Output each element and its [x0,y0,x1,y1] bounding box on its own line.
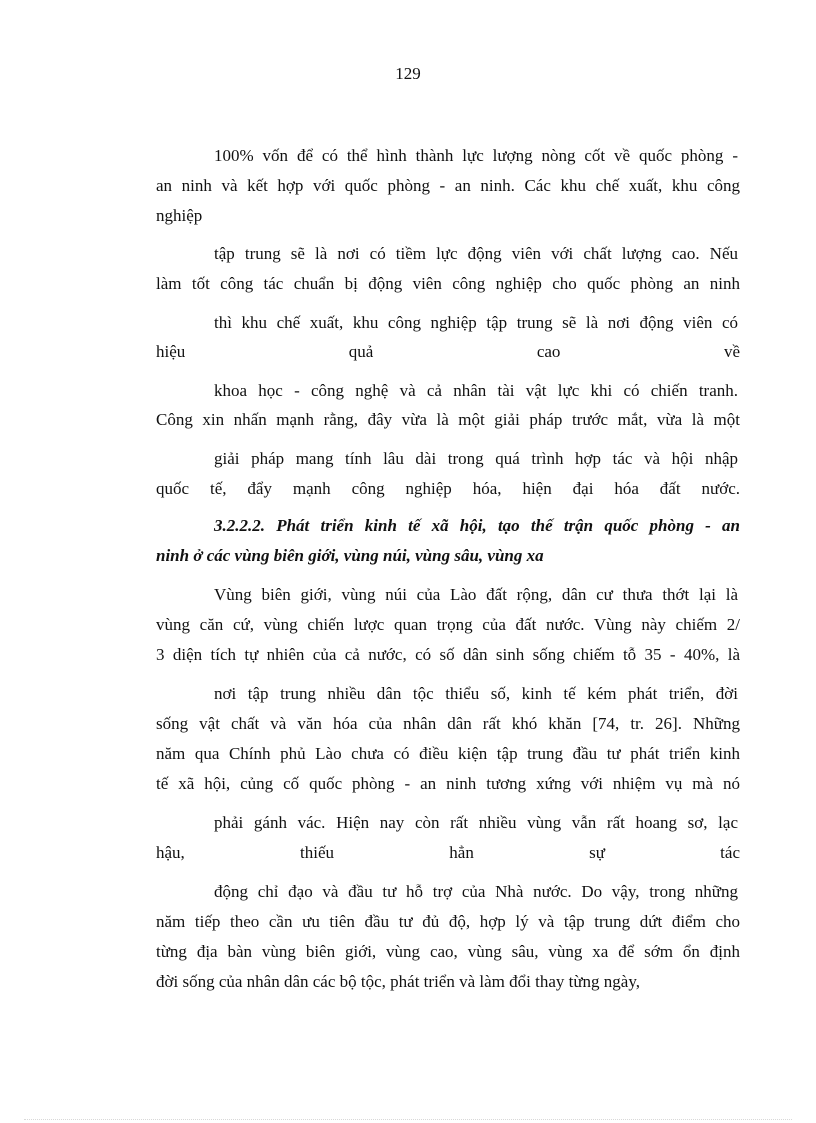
text-line: năm tiếp theo cần ưu tiên đầu tư đủ độ, hợp lý và tập trung dứt điểm cho [156,912,740,931]
section-heading: ninh ở các vùng biên giới, vùng núi, vùng sâu, vùng xa [156,546,544,565]
text-line: hiệu quả cao về [156,342,740,361]
text-line: đời sống của nhân dân các bộ tộc, phát triển và làm đổi thay từng ngày, [156,972,640,991]
text-line: năm qua Chính phủ Lào chưa có điều kiện tập trung đầu tư phát triển kinh [156,744,740,763]
text-line: Công xin nhấn mạnh rằng, đây vừa là một giải pháp trước mắt, vừa là một [156,410,740,429]
text-line: hậu, thiếu hẳn sự tác [156,843,740,862]
text-line: phải gánh vác. Hiện nay còn rất nhiều vùng vẫn rất hoang sơ, lạc [214,813,738,832]
text-line: tập trung sẽ là nơi có tiềm lực động viên với chất lượng cao. Nếu [214,244,738,263]
text-line: 3 diện tích tự nhiên của cả nước, có số dân sinh sống chiếm tỗ 35 - 40%, là [156,645,740,664]
text-line: 100% vốn để có thể hình thành lực lượng nòng cốt về quốc phòng - [214,146,738,165]
text-line: từng địa bàn vùng biên giới, vùng cao, vùng sâu, vùng xa để sớm ổn định [156,942,740,961]
section-heading: 3.2.2.2. Phát triển kinh tế xã hội, tạo thế trận quốc phòng - an [214,516,740,535]
bottom-divider [24,1119,792,1120]
page-number: 129 [395,64,421,83]
text-line: sống vật chất và văn hóa của nhân dân rất khó khăn [74, tr. 26]. Những [156,714,740,733]
text-line: tế xã hội, củng cố quốc phòng - an ninh tương xứng với nhiệm vụ mà nó [156,774,740,793]
text-line: khoa học - công nghệ và cả nhân tài vật lực khi có chiến tranh. [214,381,738,400]
text-line: an ninh và kết hợp với quốc phòng - an ninh. Các khu chế xuất, khu công [156,176,740,195]
text-line: nơi tập trung nhiều dân tộc thiểu số, kinh tế kém phát triển, đời [214,684,738,703]
text-line: vùng căn cứ, vùng chiến lược quan trọng của đất nước. Vùng này chiếm 2/ [156,615,740,634]
text-line: làm tốt công tác chuẩn bị động viên công nghiệp cho quốc phòng an ninh [156,274,740,293]
text-line: Vùng biên giới, vùng núi của Lào đất rộng, dân cư thưa thớt lại là [214,585,738,604]
text-line: quốc tế, đẩy mạnh công nghiệp hóa, hiện đại hóa đất nước. [156,479,740,498]
text-line: thì khu chế xuất, khu công nghiệp tập trung sẽ là nơi động viên có [214,313,738,332]
text-line: động chỉ đạo và đầu tư hỗ trợ của Nhà nước. Do vậy, trong những [214,882,738,901]
text-line: giải pháp mang tính lâu dài trong quá trình hợp tác và hội nhập [214,449,738,468]
text-line: nghiệp [156,206,203,225]
